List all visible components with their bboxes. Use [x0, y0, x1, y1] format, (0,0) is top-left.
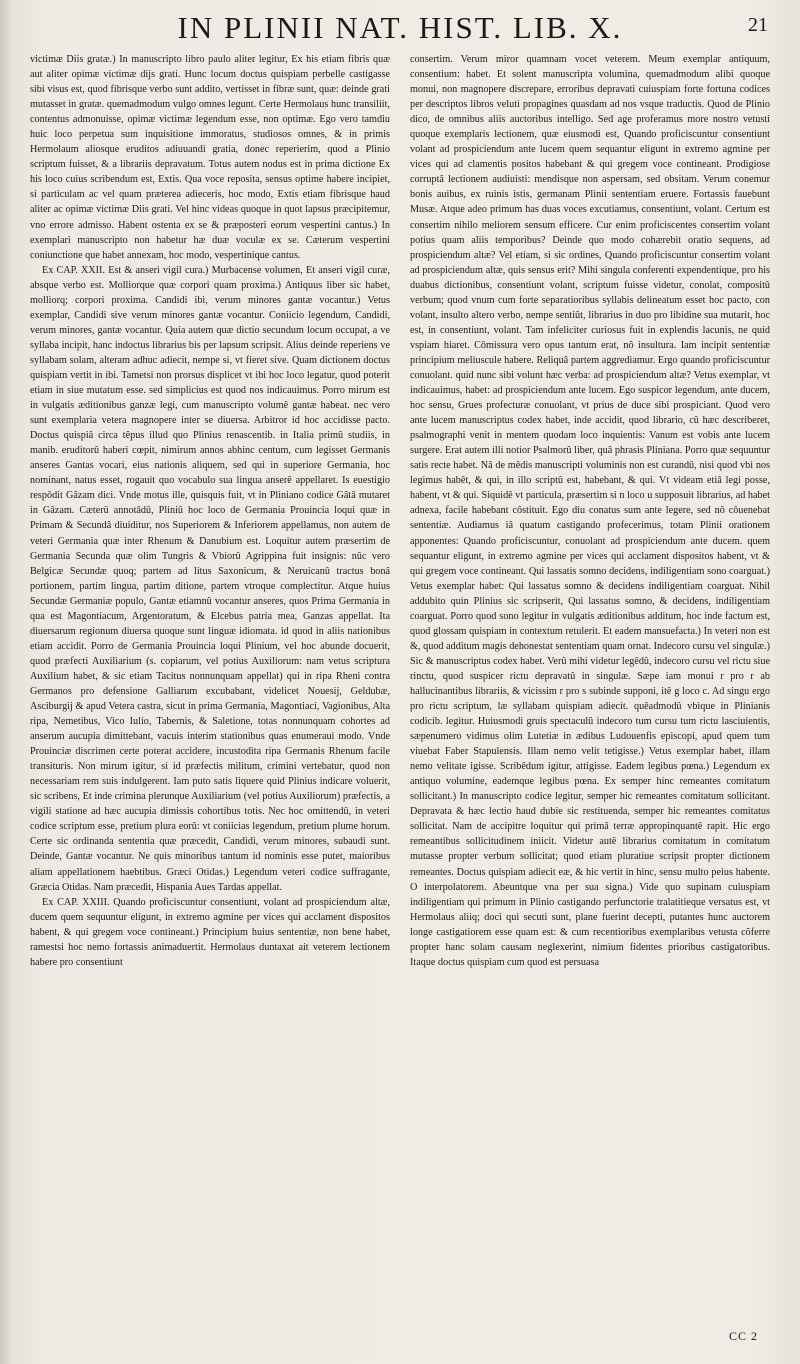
text-columns	[30, 52, 770, 970]
signature-mark: CC 2	[728, 1329, 758, 1343]
left-paragraph-3: Ex CAP. XXIII. Quando proficiscuntur consentiunt, volant ad prospiciendum altæ, ducem quem sequuntur eligunt, in extremo agmine per vices qui acclament dispositos habent, & qui gregem voce contineant.) Principium huius sententiæ, non bene habet, ramestsi hoc nemo fortassis animaduertit. Hermolaus duntaxat ait veterem lectionem habere pro consentiunt	[30, 896, 390, 968]
right-column	[410, 52, 770, 970]
page-gutter-shadow	[0, 0, 12, 1364]
running-title: IN PLINII NAT. HIST. LIB. X.	[177, 10, 623, 45]
left-paragraph-1: victimæ Diis gratæ.) In manuscripto libro paulo aliter legitur, Ex his etiam fibris quæ aut aliter opimæ victimæ dijs grati. Hunc locum doctus quispiam perbelle castigasse sibi visus est, quod fibrisque verbo sunt addito, vertisset in fibræ sunt, quæ: deinde grati mutasset in gratæ. quemadmodum vulgo omnes legunt. Certe Hermolaus hunc transiliit, contentus admonuisse, opimæ victimæ legendum esse, non optimæ. Ego vero tamdiu huic loco perpetua sum inquisitione immoratus, studiosos omnes, & in primis Hermolaum aliosque eruditos adiuuandi gratia, donec reperierim, quod a Plinio scriptum fuisset, & a librariis depravatum. Totus autem nodus est in prima dictione Ex his loco cuius scribendum est, Extis. Qua voce reposita, sensus optime habere incipiet, si particulam ac vel quam præterea adieceris, hoc modo, Extis etiam fibrisque haud aliter ac opimæ victimæ Diis grati. Vel hinc videas quoque in quot lapsus præcipitemur, vno errore admisso. Habent ostenta ex se & præposteri eorum vespertini cantus.) In exemplari manuscripto non habetur hæ duæ voculæ ex se. Cæterum vespertini coniunctione que habet annexam, hoc modo, vespertinique cantus.	[30, 54, 390, 261]
left-column	[30, 52, 390, 970]
page-number: 21	[748, 14, 768, 36]
running-header	[30, 8, 770, 48]
right-paragraph-1: consertim. Verum miror quamnam vocet veterem. Meum exemplar antiquum, consentium: habet. Et solent manuscripta volumina, quemadmodum alibi quoque monui, non magnopere discrepare, erroribus depravati cuiuspiam forte fortuna codices per descriptos libros veluti propagines quasdam ad nos vsque traductis. Quod de Plinio dico, de omnibus aliis auctoribus intelligo. Sed age proferamus more nostro vetusti quoque exemplaris lectionem, quæ eiusmodi est, Quando proficiscuntur consentiunt volant ad prospiciendum ante lucem quem sequantur eligunt in extremo agmine per vices qui ad clamentis positos habebant & qui gregem voce contineant. Prodigiose corruptâ lectionem audiuisti: mendisque non aspersam, sed obsitam. Verum conemur bonis auibus, ex ruinis istis, germanam Plinii sententiam eruere. Fortassis fauebunt Musæ. Atque adeo primum has duas voces excutiamus, consentiunt, volant. Certum est consertim nihilo meliorem sensum efficere. Cur enim proficiscentes consertim volant potius quam aliis temporibus? Deinde quo modo cohærebit oratio sequens, ad prospiciendum altæ? Vel etiam, si sic ordines, Quando proficiscuntur consertim volant ad prospiciendum altæ, quis sensus erit? Mihi singula conferenti expendentique, pro his duabus dictionibus, consentiunt volant, scriptum fuisse videtur, conolat, compositû verbum; quod vnum cum forte separatioribus syllabis delineatum esset hoc pacto, con volant, insulto altero verbo, nempe sentiût, librarius in duo pro libidine sua mutarit, hoc est, in consentiunt, volant. Tam infeliciter curiosus fuit in explendis lacunis, ne quid vspiam hiaret. Cômissura vero opus tantum erat, nô insultura. Iam incipit sententiæ principium meliuscule habere. Reliquâ partem aggrediamur. Ergo quando proficiscuntur conuolant. quid nunc sibi volunt hæc verba: ad prospiciendum altæ? Vetus exemplar, vt indicauimus, habet: ad prospiciendum ante lucem. Ego suspicor legendum, ante ducem, hoc sensu, Grues profecturæ conuolant, vt prius de duce sibi prospiciant. Quod vero ante lucem manuscriptus codex habet, inde accidit, quod librario, cû hæc describeret, psalmographi venit in mentem quodam loco inquientis: Vanum est vobis ante lucem surgere. Erat autem illi notior Psalmorû liber, quâ phrasis Pliniana. Porro quæ sequuntur satis recte habet. Nâ de mêdis manuscripti voluminis non est curandû, nisi quod vbi nos legimus habêt, & qui, in illo scriptû est, habebant, & qui. Vt videam etiâ legi posse, habent, vt & qui. Siquidê vt particula, præsertim si n loco u supposuit librarius, ad habet adnexa, facile habebant côstituit. Ego diu conatus sum ante legere, sed nô côuenebat sententiæ. Audiamus iâ quatum castigando profecerimus, totam Plinii orationem apponentes: Quando proficiscuntur, conuolant ad prospiciendum ante ducem. quem sequantur eligunt, in extremo agmine per vices qui acclament dispositos habent, vt & qui gregem voce contineant. Qui lassatis somno decidens, indiligentiam sono coarguat.) Vetus exemplar habet: Qui lassatus somno & decidens indiligentiam coarguat. Nihil addubito quin Plinius sic scripserit, Qui lassatus somno, & decidens, indiligentiam coarguat. Porro quod sono legitur in vulgatis æditionibus additum, hoc inde factum est, quod glossam quispiam in contextum retulerit. Et eadem mansuefacta.) In veteri non est &, quod additum magis dehonestat sententiam quam ornat. Indecoro cursu vel singulæ.) Sic & manuscriptus codex habet. Verû mihi videtur legêdû, indecoro cursu vel rictu siue rinctu, quod suspicer rictu depravatû in singulæ. Sæpe iam monui r pro r ab hallucinantibus librariis, & vicissim r pro s subinde supponi, itê g loco c. Ad singu ergo pro rictu scriptum, læ syllabam quispiam adiecit. quêadmodû vbique in Plinianis codicib. legitur. Huiusmodi gruis spectaculû indecoro tum cursu tum rictu lasciuientis, sæpenumero vidimus olim Lutetiæ in ædibus Ludouenfis episcopi, apud quem tum viuebat Faber Stapulensis. Illam nemo velit tetigisse.) Vetus exemplar habet, illam nemo velitate igisse. Scribêdum igitur, attigisse. Eadem legibus pœna.) Legendum ex antiquo volumine, eademque legibus pœna. Ex semper hinc remeantes comitatum sollicitant.) In manuscripto codice legitur, semper hic remeantes comitatum sollicitant. Depravata & hæc lectio haud dubie sic restituenda, semper hic remeantes comitatus sollicitat. Nam de accipitre loquitur qui primâ terræ appropinquantê rapit. Hic ergo remeantibus sollicitudinem iniicit. Videtur autê librarius comitatum in comitatum mutasse propter verbum sollicitat; quod etiam pluratiue scripsit propter dictionem remeantes. Doctus quispiam adiecit eæ, & hic vertit in hinc, sensu multo peius habente. O interpolatorem. Abeuntque vna per sua signa.) Vide quo supinam cuiuspiam indiligentiam qui primum in Plinio castigando perfunctorie tralatitieque versatus est, vt Hermolaus aliiq; doci qui secuti sunt, plane fuerint decepti, putantes hunc auctorem longe castigatiorem esse quam est: & cum recentioribus exemplaribus vetusta cõferre propter hanc solam causam neglexerint, nimium fidentes prioribus castigatoribus. Itaque doctus quispiam cum quod est persuasa	[410, 54, 770, 968]
left-paragraph-2: Ex CAP. XXII. Est & anseri vigil cura.) Murbacense volumen, Et anseri vigil curæ, absque verbo est. Molliorque quæ corpori quam proxima.) Antiquus liber sic habet, molliorq; corpori proxima. Candidi ibi, verum minores gantæ vocantur.) Vetus exemplar, Candidi sive verum minores gantæ vocantur. Coniicio legendum, Candidi, verum minores, gantæ vocantur. Quia autem quæ dictio secundum locum occupat, a ve syllaba incipit, hanc indoctus librarius bis per lapsum scripsit. Alius deinde reperiens ve syllabam solam, alteram adhuc adiecit, nempe si, vt fieret sive. Quam dictionem doctus quispiam vertit in ibi. Tametsi non prorsus displicet vt ibi hoc loco legatur, quod poterit etiam in siue mutatum esse. sed simplicius est quod nos indicauimus. Porro mirum est in vulgatis æditionibus ganzæ legi, cum manuscripto volumê gantæ habeat. nec vero sunt exemplaria vetera magnopere inter se diuersa. Arbitror id hoc accidisse pacto. Doctus quispiâ circa têpus illud quo Plinius renascentib. in Italia primû studiis, in manib. eruditorû haberi cœpit, nimirum annos abhinc centum, cum legisset Germanis anseres Gantas vocari, eius nationis aliquem, sed qui in superiore Germania, hoc nominant, natus esset, rogauit quo vocabulo sua lingua anserê appellaret. Is euestigio respôdit Gâzam dici. Vnde motus ille, quisquis fuit, vt in Pliniano codice Gâtâ mutaret in Gâzam. Cæterû annotâdû, Pliniû hoc loco de Germania Prouincia loqui quæ in Primam & Secundâ diuiditur, nos Superiorem & Inferiorem appellamus, non autem de veteri Germania quæ inter Rhenum & Danubium est. Loquitur autem præsertim de Germania Secunda quæ olim Tungris & Vbiorû Agrippina fuit insignis: nûc vero Belgicæ Secundæ quoq; partem ad litus Saxonicum, & Neruicanû tractus bonâ portionem, partim lingua, partim ditione, partem vtroque complectitur. Atque huius Secundæ Germaniæ populo, Gantæ etiamnû vocantur anseres, quos Prima Germania in qua est Magontiacum, Argentoratum, & Elcebus patria mea, Ganzas appellat. Ita diuersarum regionum diuersa quoque sunt linguæ idiomata. id quod in aliis nationibus etiam accidit. Porro de Germania Prouincia loqui Plinium, vel hoc abunde docuerit, quod præfecti Auxiliarium (s. copiarum, vel potius Auxiliorum: nam vetus scriptura Auxilium habet, & sic etiam Tacitus nonnunquam appellat) qui in ripa Rheni contra Germanos pro defensione Galliarum excubabant, videlicet Nouesij, Geldubæ, Asciburgij & apud Vetera castra, sicut in prima Germania, Magontiaci, Vagionibus, Alta ripa, Nemetibus, Vico Iulio, Tabernis, & Saletione, totas nonnunquam cohortes ad anserum aucupia dimittebant, vacuis interim stationibus quas enumeraui modo. Vnde Prouinciæ discrimen certe poterat accidere, incustodita ripa Germanis Rhenum facile transituris. Non mirum igitur, si id præfectis militum, crimini vertebatur, quod non necessariam rem suis indulgerent. Iam puto satis liquere quid Plinius indicare voluerit, sic scribens, Et inde crimina plerunque Auxiliarium (vel potius Auxiliorum) præfectis, a vigili statione ad hæc aucupia dimissis cohortibus totis. Nec hoc omittendû, in veteri codice scriptum esse, pretium plura eorû: vt coniicias legendum, pretium plume horum. Certe sic ordinanda sententia quæ præcedit, Candidi, verum minores, subaudi sunt. Deinde, Gantæ vocantur. Ne quis minoribus tantum id nominis esse putet, maioribus aliam appellationem haebtibus. Græci Otidas.) Legendum veteri codice suffragante, Græcia Otidas. Nam præcedit, Hispania Aues Tardas appellat.	[30, 264, 390, 893]
